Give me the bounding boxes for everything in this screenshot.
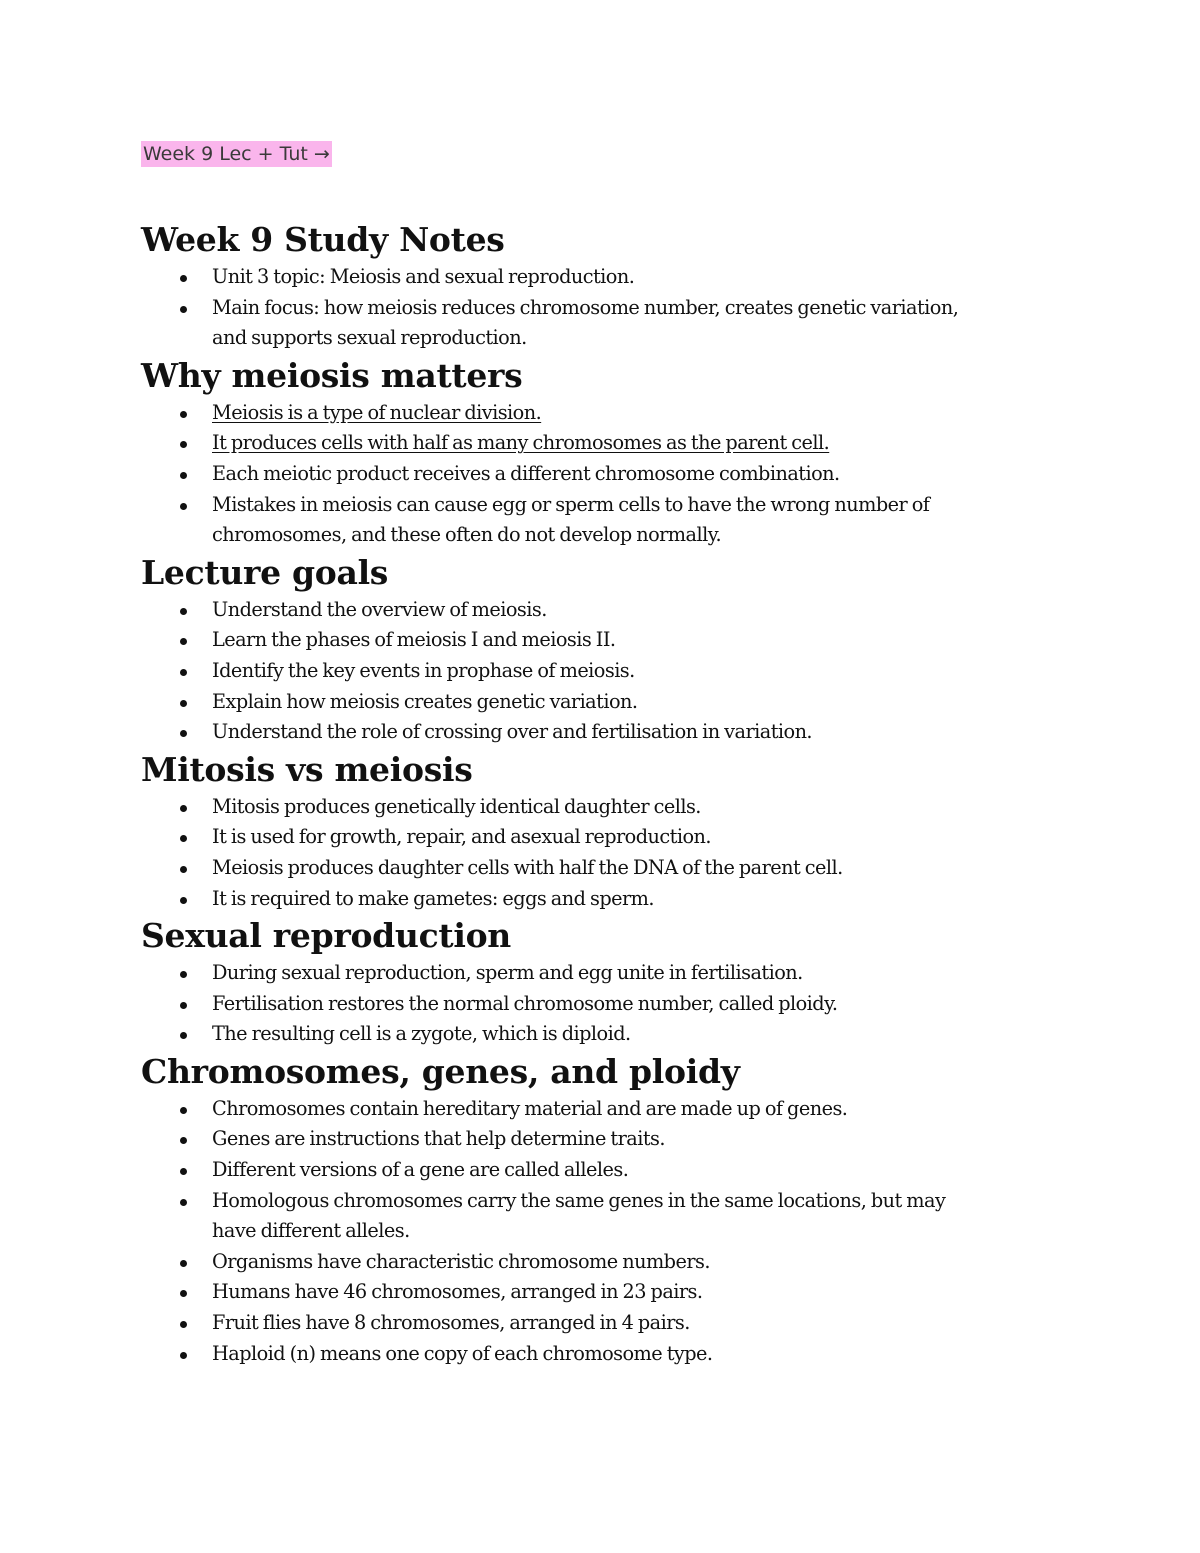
- week-9-lec-tut-link[interactable]: Week 9 Lec + Tut →: [143, 143, 330, 165]
- list-item: [141, 1339, 1071, 1370]
- list-item: [141, 1019, 1071, 1050]
- list-item-text: Different versions of a gene are called alleles.: [212, 1158, 629, 1182]
- bullet-icon: [180, 835, 187, 842]
- bullet-icon: [180, 971, 187, 978]
- section-heading: Chromosomes, genes, and ploidy: [141, 1051, 740, 1091]
- bullet-icon: [180, 730, 187, 737]
- list-item: [141, 595, 1071, 626]
- bullet-icon: [180, 638, 187, 645]
- bullet-icon: [180, 1002, 187, 1009]
- list-item: [141, 1308, 1071, 1339]
- list-item-text: have different alleles.: [212, 1219, 410, 1243]
- bullet-icon: [180, 472, 187, 479]
- list-item-text: Meiosis produces daughter cells with half the DNA of the parent cell.: [212, 855, 843, 879]
- bullet-icon: [180, 608, 187, 615]
- bullet-icon: [180, 1107, 187, 1114]
- list-item: [141, 428, 1071, 459]
- list-item-text: Organisms have characteristic chromosome numbers.: [212, 1249, 710, 1273]
- list-item-text: Identify the key events in prophase of meiosis.: [212, 658, 635, 682]
- list-item: [141, 1186, 1071, 1247]
- list-item-text: Explain how meiosis creates genetic variation.: [212, 689, 638, 713]
- bullet-list: [141, 398, 1071, 551]
- bullet-icon: [180, 669, 187, 676]
- list-item: [141, 853, 1071, 884]
- list-item: [141, 1155, 1071, 1186]
- bullet-icon: [180, 275, 187, 282]
- bullet-icon: [180, 503, 187, 510]
- bullet-icon: [180, 1168, 187, 1175]
- list-item: [141, 490, 1071, 551]
- section-heading: Mitosis vs meiosis: [141, 749, 473, 789]
- list-item-text: Haploid (n) means one copy of each chromosome type.: [212, 1341, 713, 1365]
- list-item-text: Each meiotic product receives a different chromosome combination.: [212, 461, 840, 485]
- bullet-icon: [180, 1032, 187, 1039]
- list-item: [141, 398, 1071, 429]
- list-item: [141, 1094, 1071, 1125]
- list-item-text: Mistakes in meiosis can cause egg or sperm cells to have the wrong number of: [212, 492, 930, 516]
- bullet-icon: [180, 306, 187, 313]
- list-item-text: and supports sexual reproduction.: [212, 326, 527, 350]
- section-heading: Lecture goals: [141, 552, 389, 592]
- list-item-text: It produces cells with half as many chromosomes as the parent cell.: [212, 431, 830, 455]
- list-item: [141, 262, 1071, 293]
- list-item-text: Chromosomes contain hereditary material and are made up of genes.: [212, 1096, 848, 1120]
- bullet-icon: [180, 1199, 187, 1206]
- bullet-icon: [180, 441, 187, 448]
- list-item: [141, 989, 1071, 1020]
- bullet-list: [141, 792, 1071, 914]
- list-item: [141, 958, 1071, 989]
- bullet-icon: [180, 805, 187, 812]
- bullet-icon: [180, 1352, 187, 1359]
- list-item-text: Unit 3 topic: Meiosis and sexual reproduction.: [212, 265, 635, 288]
- list-item: [141, 822, 1071, 853]
- section-heading: Sexual reproduction: [141, 916, 511, 956]
- bullet-icon: [180, 897, 187, 904]
- list-item-text: Genes are instructions that help determine traits.: [212, 1127, 665, 1151]
- list-item-text: chromosomes, and these often do not develop normally.: [212, 523, 722, 547]
- notes-content: [141, 218, 1071, 1369]
- list-item: [141, 717, 1071, 748]
- list-item: [141, 459, 1071, 490]
- list-item: [141, 1124, 1071, 1155]
- bullet-list: [141, 262, 1071, 354]
- bullet-icon: [180, 866, 187, 873]
- bullet-list: [141, 958, 1071, 1050]
- bullet-icon: [180, 700, 187, 707]
- list-item-text: Understand the role of crossing over and fertilisation in variation.: [212, 720, 813, 744]
- bullet-icon: [180, 1137, 187, 1144]
- list-item: [141, 884, 1071, 915]
- list-item: [141, 1277, 1071, 1308]
- list-item-text: Mitosis produces genetically identical daughter cells.: [212, 794, 701, 818]
- list-item: [141, 625, 1071, 656]
- bullet-list: [141, 595, 1071, 748]
- bullet-icon: [180, 1290, 187, 1297]
- bullet-list: [141, 1094, 1071, 1369]
- list-item-text: Meiosis is a type of nuclear division.: [212, 400, 542, 424]
- list-item-text: Fruit flies have 8 chromosomes, arranged in 4 pairs.: [212, 1311, 690, 1335]
- list-item-text: Understand the overview of meiosis.: [212, 597, 547, 621]
- list-item-text: It is used for growth, repair, and asexual reproduction.: [212, 825, 711, 849]
- section-heading: Week 9 Study Notes: [141, 220, 505, 259]
- bullet-icon: [180, 1260, 187, 1267]
- list-item: [141, 656, 1071, 687]
- list-item-text: The resulting cell is a zygote, which is diploid.: [212, 1022, 631, 1046]
- list-item-text: Main focus: how meiosis reduces chromosome number, creates genetic variation,: [212, 295, 959, 319]
- bullet-icon: [180, 411, 187, 418]
- list-item: [141, 293, 1071, 354]
- list-item-text: Fertilisation restores the normal chromosome number, called ploidy.: [212, 991, 838, 1015]
- list-item-text: Humans have 46 chromosomes, arranged in 23 pairs.: [212, 1280, 703, 1304]
- list-item-text: Homologous chromosomes carry the same genes in the same locations, but may: [212, 1188, 946, 1212]
- bullet-icon: [180, 1321, 187, 1328]
- list-item: [141, 687, 1071, 718]
- list-item-text: Learn the phases of meiosis I and meiosis II.: [212, 628, 616, 652]
- list-item-text: It is required to make gametes: eggs and sperm.: [212, 886, 654, 910]
- list-item-text: During sexual reproduction, sperm and egg unite in fertilisation.: [212, 961, 803, 985]
- list-item: [141, 792, 1071, 823]
- section-heading: Why meiosis matters: [141, 355, 523, 395]
- list-item: [141, 1247, 1071, 1278]
